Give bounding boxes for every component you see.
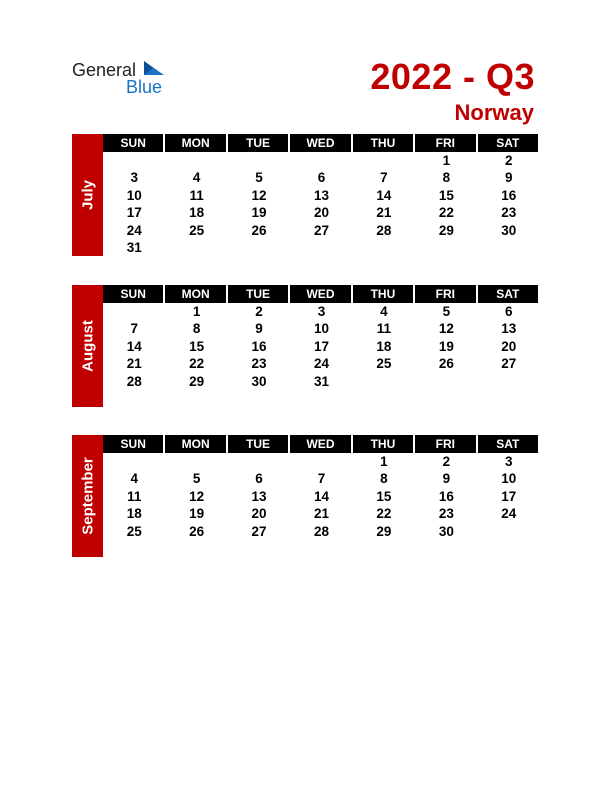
weekday-header: TUE	[228, 134, 290, 152]
day-cell: 9	[505, 170, 513, 186]
day-cell: 16	[438, 488, 454, 504]
day-cell: 21	[376, 205, 392, 221]
day-cell	[165, 239, 227, 256]
day-cell: 31	[126, 239, 142, 255]
weekday-header: MON	[165, 134, 227, 152]
day-cell: 7	[317, 471, 326, 487]
day-cell: 3	[505, 454, 513, 469]
day-cell: 26	[438, 356, 454, 372]
day-cell	[478, 373, 540, 390]
day-cell	[353, 239, 415, 256]
month-block-september	[72, 435, 540, 557]
weekday-header: TUE	[228, 435, 290, 453]
day-cell: 23	[501, 205, 517, 221]
day-cell: 25	[126, 523, 142, 539]
month-label: August	[79, 320, 96, 372]
day-cell: 12	[251, 187, 267, 203]
day-cell: 10	[126, 187, 142, 203]
day-cell: 12	[438, 321, 454, 337]
day-cell: 9	[442, 471, 451, 487]
day-cell	[228, 239, 290, 256]
day-cell: 29	[438, 222, 454, 238]
day-cell: 14	[313, 488, 329, 504]
day-cell: 17	[313, 338, 329, 354]
day-cell: 1	[192, 304, 201, 319]
day-cell: 30	[501, 222, 517, 238]
day-cell: 9	[255, 321, 263, 337]
day-cell: 6	[505, 304, 513, 319]
day-cell: 13	[501, 321, 517, 337]
month-band	[72, 285, 103, 407]
day-cell	[165, 453, 227, 470]
weekday-header: SUN	[103, 285, 165, 303]
day-cell: 22	[438, 205, 454, 221]
weekday-header: FRI	[415, 285, 477, 303]
day-cell: 10	[501, 471, 517, 487]
day-cell: 23	[251, 356, 267, 372]
day-cell: 26	[251, 222, 267, 238]
day-cell: 15	[438, 187, 454, 203]
day-cell: 18	[189, 205, 205, 221]
weekday-header: SUN	[103, 134, 165, 152]
day-cell	[228, 152, 290, 169]
day-cell: 2	[442, 454, 451, 469]
day-cell	[103, 152, 165, 169]
day-cell: 30	[251, 373, 267, 389]
day-cell: 24	[313, 356, 329, 372]
day-cell: 21	[126, 356, 142, 372]
day-cell: 8	[442, 170, 451, 186]
weekday-header: WED	[290, 285, 352, 303]
day-cell: 10	[313, 321, 329, 337]
day-cell: 2	[255, 304, 263, 319]
month-block-july	[72, 134, 540, 256]
month-block-august	[72, 285, 540, 407]
day-cell: 19	[189, 506, 205, 522]
day-cell: 19	[251, 205, 267, 221]
logo-text-general: General	[72, 60, 137, 80]
day-cell: 7	[130, 321, 138, 337]
day-cell: 27	[501, 356, 517, 372]
logo-text-blue: Blue	[126, 77, 163, 97]
weekday-header: WED	[290, 134, 352, 152]
day-cell: 18	[376, 338, 392, 354]
day-cell: 24	[501, 506, 517, 522]
day-cell: 17	[501, 488, 517, 504]
day-cell: 27	[313, 222, 329, 238]
weekday-header: MON	[165, 435, 227, 453]
day-cell	[103, 453, 165, 470]
day-cell: 25	[376, 356, 392, 372]
weekday-header: TUE	[228, 285, 290, 303]
day-cell: 22	[376, 506, 392, 522]
logo	[72, 58, 172, 98]
day-cell: 7	[380, 170, 388, 186]
day-cell	[165, 152, 227, 169]
day-cell: 11	[376, 321, 392, 337]
month-band	[72, 134, 103, 256]
day-cell: 28	[376, 222, 392, 238]
day-cell	[415, 373, 477, 390]
day-cell: 30	[438, 523, 454, 539]
day-cell: 21	[313, 506, 329, 522]
month-grid	[103, 285, 540, 390]
day-cell: 31	[313, 373, 329, 389]
day-cell: 20	[501, 338, 517, 354]
day-cell	[228, 453, 290, 470]
day-cell	[290, 152, 352, 169]
day-cell: 4	[380, 304, 388, 319]
day-cell: 6	[255, 471, 263, 487]
day-cell: 2	[505, 153, 513, 168]
day-cell: 22	[189, 356, 205, 372]
weekday-header: WED	[290, 435, 352, 453]
day-cell: 14	[376, 187, 392, 203]
country-subtitle: Norway	[454, 100, 534, 125]
day-cell	[415, 239, 477, 256]
day-cell: 5	[192, 471, 201, 487]
day-cell	[478, 239, 540, 256]
day-cell: 3	[317, 304, 326, 319]
day-cell	[478, 523, 540, 540]
day-cell: 14	[126, 338, 142, 354]
day-cell: 18	[126, 506, 142, 522]
day-cell: 19	[438, 338, 454, 354]
day-cell: 1	[442, 153, 451, 168]
day-cell: 6	[317, 170, 326, 186]
day-cell: 27	[251, 523, 267, 539]
day-cell: 29	[189, 373, 205, 389]
day-cell: 13	[313, 187, 329, 203]
day-cell: 26	[189, 523, 205, 539]
day-cell: 29	[376, 523, 392, 539]
day-cell: 4	[130, 471, 138, 487]
month-label: September	[79, 457, 96, 535]
weekday-header: MON	[165, 285, 227, 303]
day-cell: 15	[376, 488, 392, 504]
weekday-header: FRI	[415, 435, 477, 453]
day-cell	[290, 453, 352, 470]
day-cell: 12	[189, 488, 205, 504]
day-cell: 8	[380, 471, 388, 487]
day-cell	[353, 373, 415, 390]
month-label: July	[79, 179, 96, 211]
day-cell: 5	[442, 304, 451, 319]
logo-triangle-icon	[142, 61, 164, 77]
day-cell: 11	[127, 488, 142, 504]
day-cell: 23	[438, 506, 454, 522]
day-cell: 13	[251, 488, 267, 504]
weekday-header: SUN	[103, 435, 165, 453]
day-cell: 4	[192, 170, 201, 186]
day-cell: 16	[251, 338, 267, 354]
page-title: 2022 - Q3	[370, 56, 535, 97]
day-cell: 16	[501, 187, 517, 203]
day-cell: 20	[251, 506, 267, 522]
month-band	[72, 435, 103, 557]
day-cell: 20	[313, 205, 329, 221]
day-cell: 3	[130, 170, 138, 186]
day-cell: 17	[126, 205, 142, 221]
weekday-header: THU	[353, 285, 415, 303]
month-grid	[103, 435, 540, 540]
day-cell: 1	[380, 454, 388, 469]
weekday-header: THU	[353, 134, 415, 152]
month-grid	[103, 134, 540, 256]
day-cell	[103, 303, 165, 320]
day-cell: 28	[126, 373, 142, 389]
day-cell: 11	[189, 187, 204, 203]
day-cell: 5	[255, 170, 263, 186]
weekday-header: SAT	[478, 134, 540, 152]
weekday-header: FRI	[415, 134, 477, 152]
day-cell: 25	[189, 222, 205, 238]
day-cell	[353, 152, 415, 169]
weekday-header: SAT	[478, 285, 540, 303]
day-cell: 8	[192, 321, 201, 337]
day-cell: 15	[189, 338, 205, 354]
weekday-header: THU	[353, 435, 415, 453]
day-cell	[290, 239, 352, 256]
day-cell: 24	[126, 222, 142, 238]
weekday-header: SAT	[478, 435, 540, 453]
day-cell: 28	[313, 523, 329, 539]
